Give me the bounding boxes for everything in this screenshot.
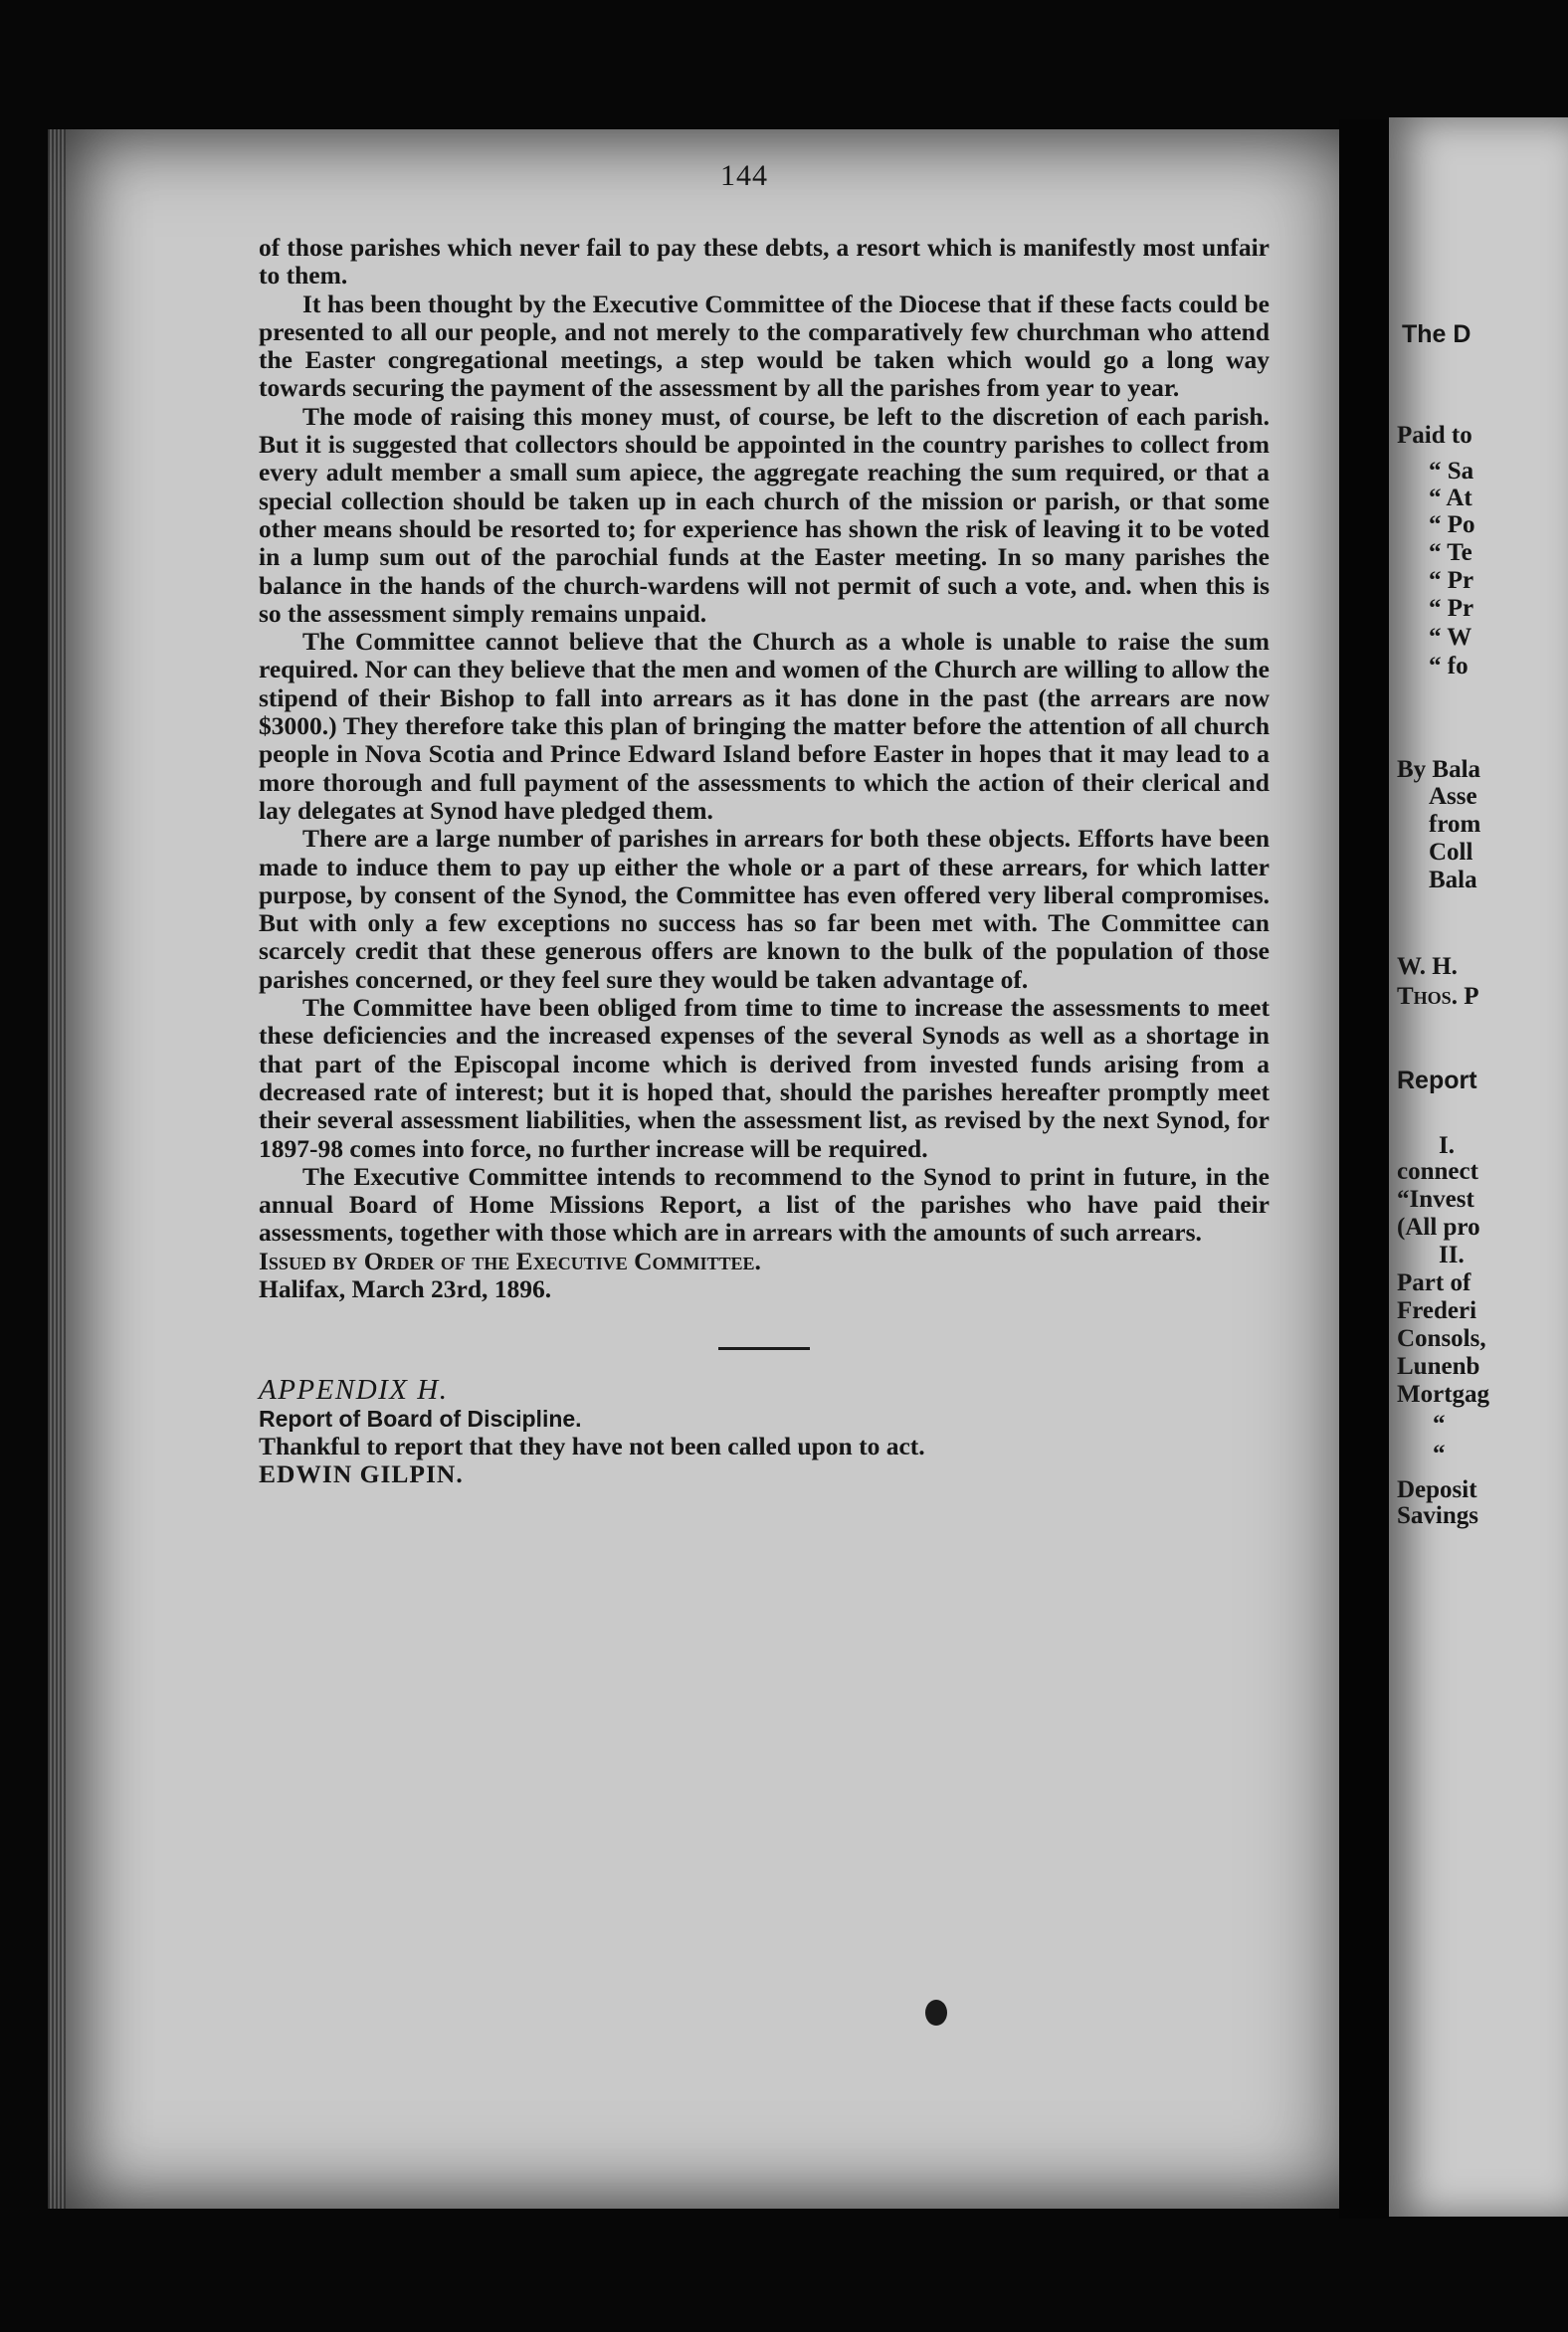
right-page-fragment: Asse — [1429, 783, 1477, 810]
right-page-fragment: W. H. — [1397, 953, 1458, 980]
right-page-fragment: Deposit — [1397, 1476, 1477, 1503]
right-page-fragment: “ Pr — [1429, 595, 1474, 622]
page-number: 144 — [720, 159, 768, 192]
ink-blot — [925, 2000, 947, 2026]
right-page-fragment: (All pro — [1397, 1214, 1480, 1241]
right-page-fragment: “ — [1433, 1411, 1446, 1438]
right-page-fragment: Coll — [1429, 839, 1473, 866]
paragraph-7: The Executive Committee intends to recommend to the Synod to print in future, in the annual Board of Home Missions Report, a list of the parishes who have paid their assessments, together with those which are in arrears with the amounts of such arrears. — [259, 1161, 1270, 1248]
right-page-fragment: Bala — [1429, 867, 1477, 893]
page-edge — [48, 129, 66, 2209]
right-page-fragment: II. — [1439, 1242, 1465, 1268]
right-page-fragment: “ fo — [1429, 653, 1469, 680]
right-page-fragment: Lunenb — [1397, 1353, 1480, 1380]
right-page-fragment: By Bala — [1397, 756, 1481, 783]
section-divider — [718, 1347, 810, 1350]
right-page-fragment: Frederi — [1397, 1297, 1477, 1324]
right-page-fragment: The D — [1402, 320, 1471, 348]
paragraph-4: The Committee cannot believe that the Church as a whole is unable to raise the sum required. Nor can they believe that the men and women of the Church are willing to allow the stipend of their Bishop to fall into arrears as it has done in the past (the arrears are now $3000.) They therefore take this plan of bringing the matter before the attention of all church people in Nova Scotia and Prince Edward Island before Easter in hopes that it may lead to a more thorough and full payment of the assessments to which the action of their clerical and lay delegates at Synod have pledged them. — [259, 627, 1270, 825]
paragraph-3: The mode of raising this money must, of course, be left to the discretion of each parish. But it is suggested that collectors should be appointed in the country parishes to collect from every adult member a small sum apiece, the aggregate reaching the sum required, or that a special collection should be taken up in each church of the mission or parish, or that some other means should be resorted to; for experience has shown the risk of leaving it to be voted in a lump sum out of the parochial funds at the Easter meeting. In so many parishes the balance in the hands of the church-wardens will not permit of such a vote, and. when this is so the assessment simply remains unpaid. — [259, 401, 1270, 628]
right-page-fragment: “ At — [1429, 485, 1472, 511]
signature: EDWIN GILPIN. — [259, 1459, 464, 1489]
appendix-title: APPENDIX H. — [259, 1374, 449, 1407]
appendix-subtitle: Report of Board of Discipline. — [259, 1405, 582, 1432]
right-page-fragment: “ W — [1429, 624, 1472, 651]
body-text — [259, 234, 1270, 1488]
right-page-fragment: “ Sa — [1429, 458, 1474, 485]
right-page-fragment: Mortgag — [1397, 1381, 1490, 1408]
signoff: Issued by Order of the Executive Committee. — [259, 1246, 761, 1275]
right-page-fragment: Thos. P — [1397, 983, 1479, 1010]
right-page-fragment: “ Pr — [1429, 567, 1474, 594]
dateline: Halifax, March 23rd, 1896. — [259, 1273, 552, 1303]
appendix-body: Thankful to report that they have not been called upon to act. — [259, 1431, 925, 1460]
right-page-fragment: “ Po — [1429, 511, 1475, 538]
right-page-fragment: “ Te — [1429, 539, 1472, 566]
right-page-fragment: from — [1429, 811, 1481, 838]
paragraph-6: The Committee have been obliged from time to time to increase the assessments to meet these deficiencies and the increased expenses of the several Synods as well as a shortage in that part of the Episcopal income which is derived from invested funds arising from a decreased rate of interest; but it is hoped that, should the parishes hereafter promptly meet their several assessment liabilities, when the assessment list, as revised by the next Synod, for 1897-98 comes into force, no further increase will be required. — [259, 993, 1270, 1163]
paragraph-2: It has been thought by the Executive Committee of the Diocese that if these facts could be presented to all our people, and not merely to the comparatively few churchman who attend the Easter congregational meetings, a step would be taken which would go a long way towards securing the payment of the assessment by all the parishes from year to year. — [259, 289, 1270, 403]
book-gutter — [1339, 119, 1389, 2219]
right-page — [1389, 117, 1568, 2217]
right-page-fragment: Part of — [1397, 1269, 1471, 1296]
paragraph-1: of those parishes which never fail to pay these debts, a resort which is manifestly most unfair to them. — [259, 233, 1270, 291]
right-page-fragment: Savings — [1397, 1502, 1478, 1529]
right-page-fragment: Paid to — [1397, 422, 1472, 449]
right-page-fragment: I. — [1439, 1132, 1455, 1159]
right-page-fragment: Report — [1397, 1067, 1477, 1094]
right-page-fragment: “Invest — [1397, 1186, 1474, 1213]
right-page-fragment: connect — [1397, 1158, 1478, 1185]
right-page-fragment: “ — [1433, 1441, 1446, 1467]
right-page-fragment: Consols, — [1397, 1325, 1486, 1352]
paragraph-5: There are a large number of parishes in arrears for both these objects. Efforts have been made to induce them to pay up either the whole or a part of these arrears, for which latter purpose, by consent of the Synod, the Committee has even offered very liberal compromises. But with only a few exceptions no success has so far been met with. The Committee can scarcely credit that these generous offers are known to the bulk of the population of those parishes concerned, or they feel sure they would be taken advantage of. — [259, 824, 1270, 994]
